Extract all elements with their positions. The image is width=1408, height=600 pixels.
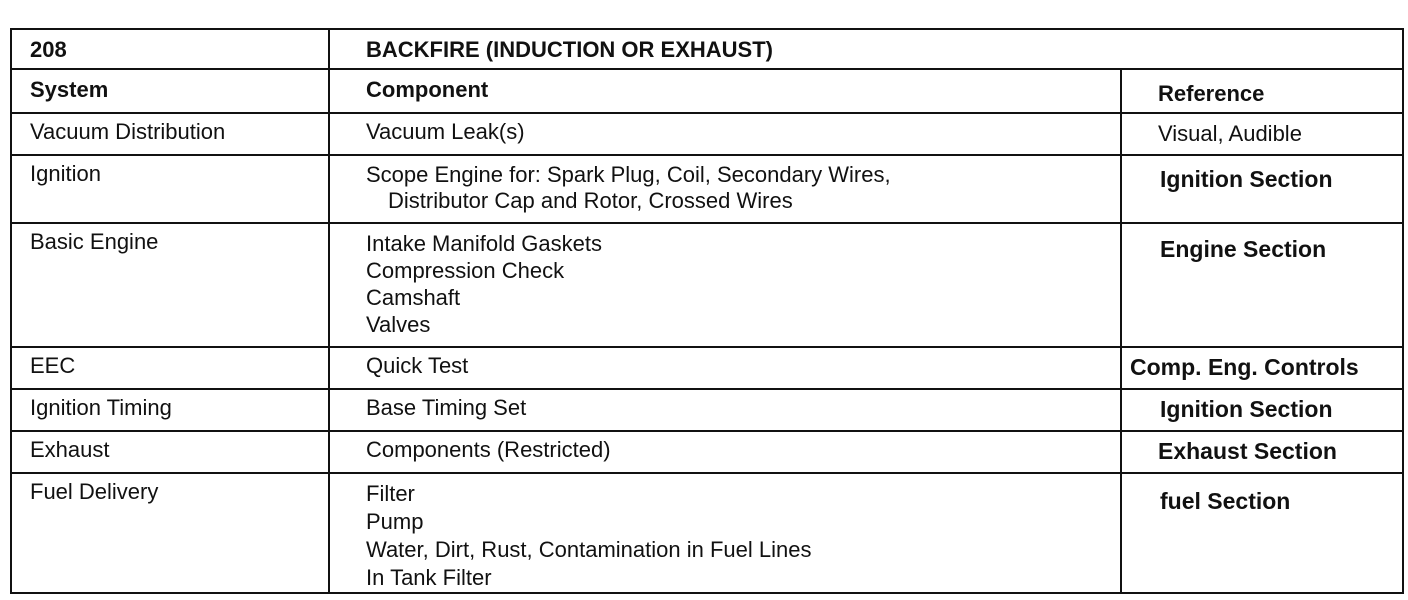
component-cell <box>330 390 1122 430</box>
component-line: Vacuum Leak(s) <box>366 119 525 144</box>
component-line: Base Timing Set <box>366 395 527 420</box>
reference-cell: Comp. Eng. Controls <box>1130 354 1359 380</box>
system-cell: EEC <box>12 348 330 388</box>
table-code: 208 <box>12 30 330 68</box>
component-line: Water, Dirt, Rust, Contamination in Fuel Lines <box>366 537 812 562</box>
table-row <box>12 390 1402 432</box>
column-header-component: Component <box>330 70 1122 112</box>
component-line: Valves <box>366 312 431 337</box>
component-line: Distributor Cap and Rotor, Crossed Wires <box>388 188 793 213</box>
system-cell: Fuel Delivery <box>12 474 330 594</box>
component-line: Filter <box>366 481 415 506</box>
component-cell <box>330 432 1122 472</box>
table-row <box>12 224 1402 348</box>
table-header-row <box>12 30 1402 70</box>
reference-cell: Ignition Section <box>1160 396 1333 422</box>
column-header-reference: Reference <box>1158 81 1265 106</box>
component-cell <box>330 156 1122 222</box>
column-header-system: System <box>12 70 330 112</box>
reference-cell: Ignition Section <box>1160 166 1333 192</box>
system-cell: Exhaust <box>12 432 330 472</box>
component-line: Compression Check <box>366 258 565 283</box>
system-cell: Vacuum Distribution <box>12 114 330 154</box>
reference-cell: fuel Section <box>1160 488 1291 514</box>
component-line: Camshaft <box>366 285 461 310</box>
table-title: BACKFIRE (INDUCTION OR EXHAUST) <box>366 37 773 62</box>
table-row <box>12 114 1402 156</box>
diagnostic-table <box>10 28 1404 594</box>
component-cell <box>330 224 1122 346</box>
reference-cell: Visual, Audible <box>1158 121 1302 146</box>
reference-cell: Exhaust Section <box>1158 438 1337 464</box>
component-line: Components (Restricted) <box>366 437 611 462</box>
system-cell: Ignition Timing <box>12 390 330 430</box>
component-line: Quick Test <box>366 353 469 378</box>
reference-cell: Engine Section <box>1160 236 1327 262</box>
component-cell <box>330 348 1122 388</box>
component-line: Intake Manifold Gaskets <box>366 231 603 256</box>
component-line: Pump <box>366 509 424 534</box>
system-cell: Basic Engine <box>12 224 330 346</box>
table-row <box>12 348 1402 390</box>
system-cell: Ignition <box>12 156 330 222</box>
component-line: Scope Engine for: Spark Plug, Coil, Secondary Wires, <box>366 162 891 187</box>
component-cell <box>330 474 1122 594</box>
table-row <box>12 474 1402 594</box>
table-row <box>12 156 1402 224</box>
column-header-row <box>12 70 1402 114</box>
table-row <box>12 432 1402 474</box>
component-line: In Tank Filter <box>366 565 492 590</box>
component-cell <box>330 114 1122 154</box>
